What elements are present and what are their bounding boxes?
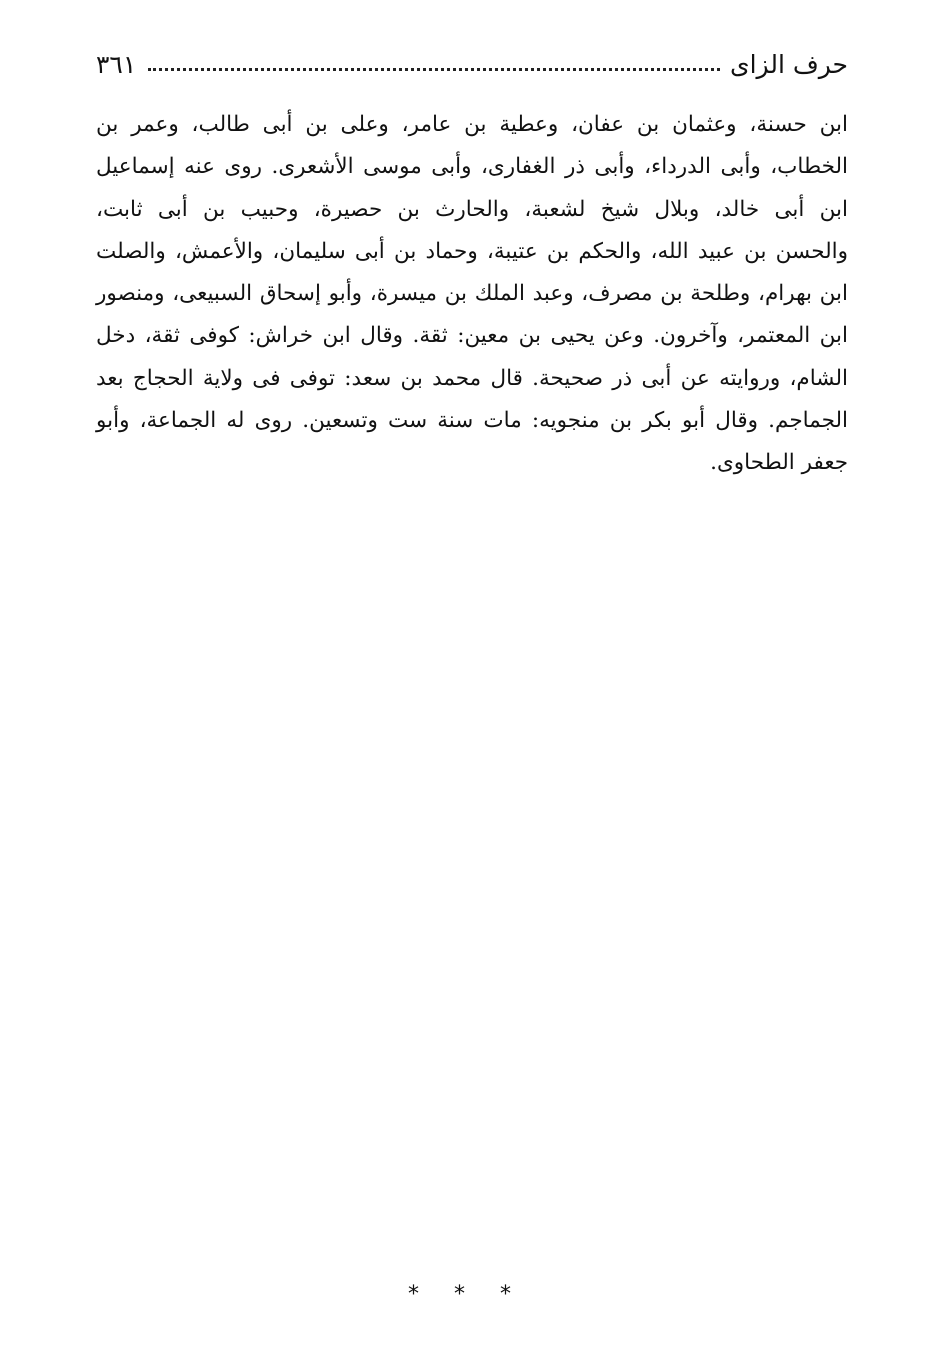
text-line: ابن حسنة، وعثمان بن عفان، وعطية بن عامر، وعلى بن أبى طالب، وعمر بن (96, 112, 848, 137)
section-title: حرف الزاى (730, 49, 848, 79)
text-line: الجماجم. وقال أبو بكر بن منجويه: مات سنة ست وتسعين. روى له الجماعة، وأبو (96, 408, 848, 434)
running-header (96, 44, 848, 84)
text-line: الشام، وروايته عن أبى ذر صحيحة. قال محمد بن سعد: توفى فى ولاية الحجاج بعد (96, 365, 848, 391)
page-number: ٣٦١ (96, 49, 137, 79)
text-line: ابن بهرام، وطلحة بن مصرف، وعبد الملك بن ميسرة، وأبو إسحاق السبيعى، ومنصور (96, 281, 848, 307)
text-line: ابن المعتمر، وآخرون. وعن يحيى بن معين: ثقة. وقال ابن خراش: كوفى ثقة، دخل (96, 323, 848, 349)
body-paragraph (96, 104, 848, 485)
section-end-ornament: * * * (408, 1282, 525, 1307)
text-line: الخطاب، وأبى الدرداء، وأبى ذر الغفارى، وأبى موسى الأشعرى. روى عنه إسماعيل (96, 154, 848, 180)
text-line: ابن أبى خالد، وبلال شيخ لشعبة، والحارث بن حصيرة، وحبيب بن أبى ثابت، (96, 196, 848, 222)
text-line: جعفر الطحاوى. (710, 450, 848, 476)
text-line: والحسن بن عبيد الله، والحكم بن عتيبة، وحماد بن أبى سليمان، والأعمش، والصلت (96, 238, 848, 264)
dotted-leader (148, 68, 720, 71)
